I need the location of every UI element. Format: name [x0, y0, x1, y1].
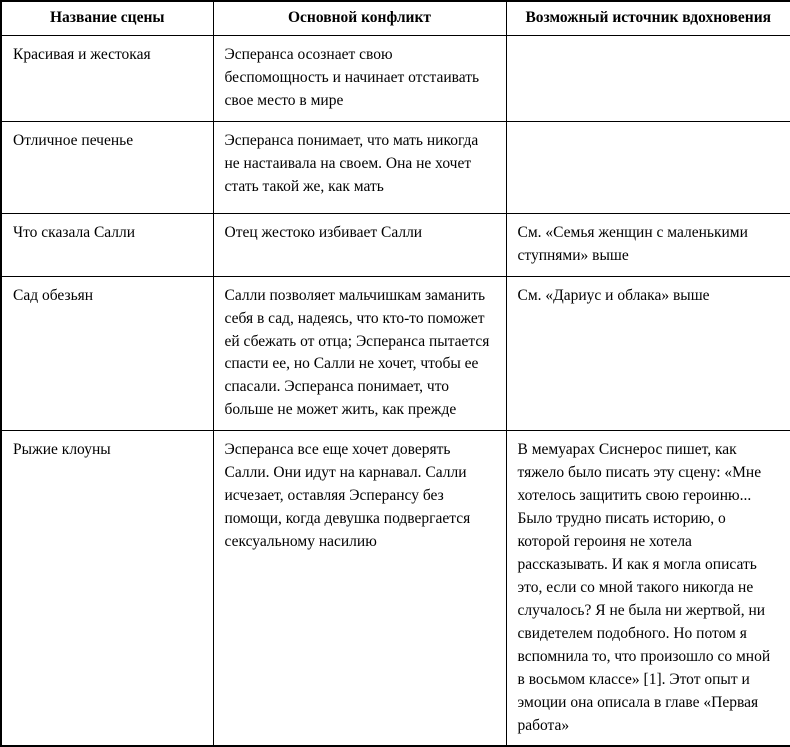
inspiration-cell: См. «Дариус и облака» выше: [506, 276, 790, 431]
scene-cell: Рыжие клоуны: [1, 431, 213, 747]
conflict-cell: Салли позволяет мальчишкам заманить себя в сад, надеясь, что кто-то поможет ей сбежать от отца; Эсперанса пытается спасти ее, но Салли не хочет, чтобы ее спасали. Эсперанса понимает, что больше не может жить, как прежде: [213, 276, 506, 431]
table-row: [1, 213, 790, 276]
inspiration-cell: См. «Семья женщин с маленькими ступнями» выше: [506, 213, 790, 276]
scene-cell: Красивая и жестокая: [1, 35, 213, 121]
conflict-cell: Эсперанса осознает свою беспомощность и начинает отстаивать свое место в мире: [213, 35, 506, 121]
conflict-cell: Эсперанса все еще хочет доверять Салли. Они идут на карнавал. Салли исчезает, оставляя Эсперансу без помощи, когда девушка подвергается сексуальному насилию: [213, 431, 506, 747]
inspiration-cell: [506, 121, 790, 213]
header-scene-name: Название сцены: [1, 1, 213, 35]
table-row: [1, 276, 790, 431]
table-row: [1, 35, 790, 121]
scene-cell: Что сказала Салли: [1, 213, 213, 276]
inspiration-cell: [506, 35, 790, 121]
table-row: [1, 121, 790, 213]
table-row: [1, 431, 790, 747]
conflict-cell: Эсперанса понимает, что мать никогда не настаивала на своем. Она не хочет стать такой же, как мать: [213, 121, 506, 213]
header-inspiration-source: Возможный источник вдохновения: [506, 1, 790, 35]
scene-cell: Отличное печенье: [1, 121, 213, 213]
inspiration-cell: В мемуарах Сиснерос пишет, как тяжело было писать эту сцену: «Мне хотелось защитить свою героиню... Было трудно писать историю, о которой героиня не хотела рассказывать. И как я могла описать это, если со мной такого никогда не случалось? Я не была ни жертвой, ни свидетелем подобного. Но потом я вспомнила то, что произошло со мной в восьмом классе» [1]. Этот опыт и эмоции она описала в главе «Первая работа»: [506, 431, 790, 747]
scene-cell: Сад обезьян: [1, 276, 213, 431]
table-header-row: [1, 1, 790, 35]
header-main-conflict: Основной конфликт: [213, 1, 506, 35]
conflict-cell: Отец жестоко избивает Салли: [213, 213, 506, 276]
